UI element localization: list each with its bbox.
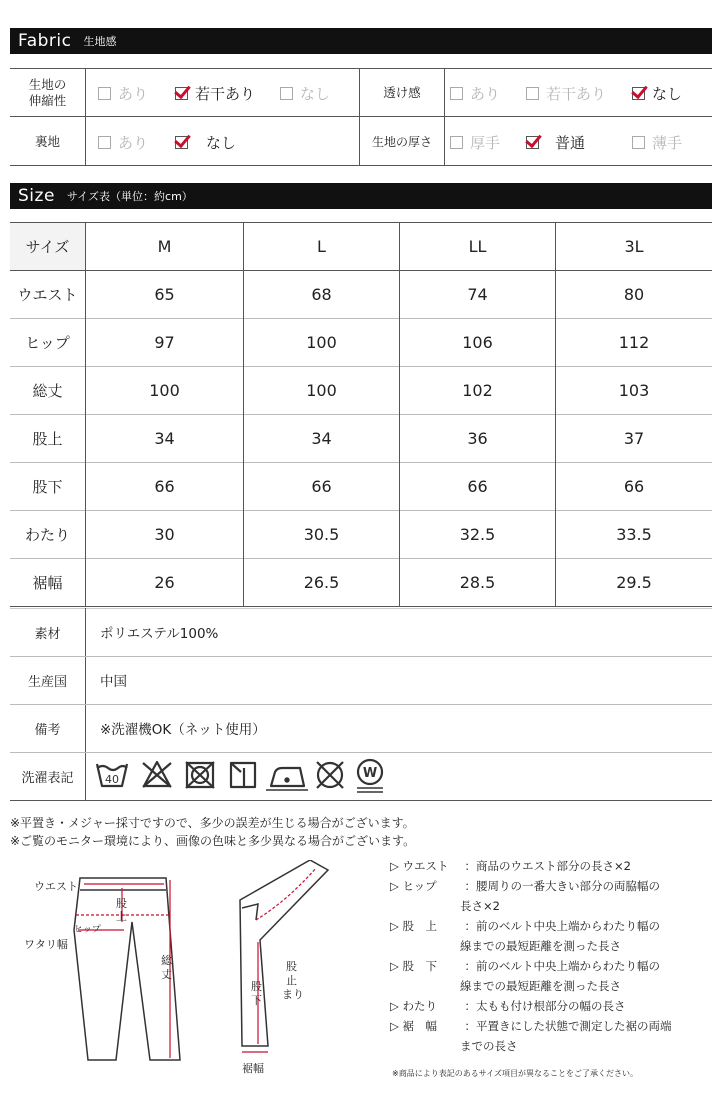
cell-waist-ll: 74 — [467, 284, 488, 304]
fabric-row-1 — [10, 69, 712, 117]
measurement-legend — [390, 856, 672, 1056]
row-label-rise: 股上 — [32, 429, 63, 448]
diagram-svg — [20, 860, 370, 1080]
fabric-title: Fabric — [18, 31, 72, 51]
legend-item-rise: ▷ 股 上 ：前のベルト中央上端からわたり幅の — [390, 916, 672, 936]
label-hip: ヒップ — [74, 925, 101, 935]
row-label-inseam: 股下 — [32, 477, 63, 496]
note-monitor: ※ご覧のモニター環境により、画像の色味と多少異なる場合がございます。 — [10, 834, 416, 848]
label-thigh: ワタリ幅 — [24, 938, 68, 951]
cell-rise-m: 34 — [154, 428, 175, 448]
cell-inseam-ll: 66 — [467, 476, 488, 496]
cell-rise-l: 34 — [311, 428, 332, 448]
checkbox-checked-icon — [526, 136, 539, 149]
option-text: 薄手 — [652, 133, 683, 152]
wash-temp: 40 — [105, 773, 119, 786]
label-inseam-2: 下 — [251, 994, 262, 1007]
cell-inseam-m: 66 — [154, 476, 175, 496]
option-text: あり — [470, 84, 501, 103]
material-value: ポリエステル100% — [100, 626, 219, 642]
material-label: 素材 — [34, 626, 61, 642]
legend-desc: ：前のベルト中央上端からわたり幅の — [464, 919, 660, 933]
checkbox-checked-icon — [632, 87, 645, 100]
measurement-diagram — [20, 860, 370, 1080]
legend-cont: 線までの最短距離を測った長さ — [460, 939, 621, 953]
option-text: あり — [118, 84, 149, 103]
checkbox-icon — [450, 136, 463, 149]
care-icons — [94, 756, 394, 796]
legend-cont: 長さ×2 — [460, 899, 500, 913]
thickness-option-usude[interactable] — [632, 118, 682, 166]
cell-thigh-3l: 33.5 — [616, 524, 652, 544]
size-title: Size — [18, 186, 55, 206]
note-measurement: ※平置き・メジャー採寸ですので、多少の誤差が生じる場合がございます。 — [10, 816, 415, 830]
label-length-2: 丈 — [161, 968, 172, 981]
label-rise-1: 股 — [116, 897, 127, 910]
thickness-option-futsu[interactable] — [526, 118, 585, 166]
cell-length-m: 100 — [149, 380, 180, 400]
legend-desc: ：商品のウエスト部分の長さ×2 — [464, 859, 631, 873]
cell-waist-3l: 80 — [623, 284, 645, 304]
stretch-option-ari[interactable] — [98, 69, 148, 117]
origin-value: 中国 — [100, 674, 127, 690]
cell-thigh-m: 30 — [154, 524, 175, 544]
legend-desc: ：腰周りの一番大きい部分の両脇幅の — [464, 879, 660, 893]
pants-side-outline — [240, 860, 328, 1046]
row-label-hem: 裾幅 — [32, 573, 63, 592]
legend-key: ウエスト — [402, 859, 449, 873]
option-text: 若干あり — [195, 84, 256, 103]
checkbox-checked-icon — [175, 136, 188, 149]
care-label: 洗濯表記 — [21, 770, 74, 786]
cell-hip-ll: 106 — [462, 332, 493, 352]
legend-desc: ：太もも付け根部分の幅の長さ — [464, 999, 626, 1013]
legend-cont: 線までの最短距離を測った長さ — [460, 979, 621, 993]
remarks-label: 備考 — [34, 722, 61, 738]
legend-key: 股 上 — [402, 919, 437, 933]
size-subtitle: サイズ表（単位：約cm） — [66, 190, 193, 203]
label-rise-end-3: まり — [282, 988, 304, 1001]
row-label-thigh: わたり — [24, 525, 70, 544]
cell-thigh-l: 30.5 — [303, 524, 340, 544]
iron-low-icon — [266, 768, 308, 790]
cell-waist-m: 65 — [154, 284, 175, 304]
care-icons-svg — [94, 756, 394, 796]
size-header-ll: LL — [468, 236, 487, 256]
fabric-row-2 — [10, 118, 712, 166]
footnote: ※商品により表記のあるサイズ項目が異なることをご了承ください。 — [392, 1069, 639, 1078]
origin-label: 生産国 — [27, 674, 67, 690]
cell-rise-ll: 36 — [467, 428, 488, 448]
checkbox-icon — [450, 87, 463, 100]
stretch-label — [10, 69, 85, 117]
option-text: 若干あり — [546, 84, 607, 103]
no-tumble-dry-icon — [186, 762, 214, 788]
cell-inseam-l: 66 — [311, 476, 332, 496]
sheer-option-jakkan[interactable] — [526, 69, 606, 117]
fabric-table — [10, 68, 712, 166]
checkbox-icon — [632, 136, 645, 149]
option-text: なし — [206, 133, 237, 152]
label-hem: 裾幅 — [242, 1062, 264, 1075]
row-label-length: 総丈 — [32, 381, 63, 400]
cell-rise-3l: 37 — [623, 428, 645, 448]
cell-length-l: 100 — [306, 380, 337, 400]
checkbox-icon — [280, 87, 293, 100]
size-header-l: L — [317, 236, 326, 256]
stretch-option-nashi[interactable] — [280, 69, 330, 117]
fabric-header-bar — [10, 28, 712, 54]
label-waist: ウエスト — [34, 880, 78, 893]
thickness-label: 生地の厚さ — [371, 135, 432, 149]
option-text: なし — [652, 84, 683, 103]
size-header-m: M — [157, 236, 172, 256]
no-dry-clean-icon — [317, 762, 343, 788]
cell-length-ll: 102 — [462, 380, 493, 400]
row-label-waist: ウエスト — [17, 285, 78, 304]
label-length-1: 総 — [161, 954, 172, 967]
legend-key: 股 下 — [402, 959, 437, 973]
label-rise-end-2: 止 — [286, 974, 297, 987]
cell-hip-3l: 112 — [618, 332, 650, 352]
legend-item-inseam: ▷ 股 下 ：前のベルト中央上端からわたり幅の — [390, 956, 672, 976]
option-text: あり — [118, 133, 149, 152]
size-header-label: サイズ — [25, 237, 70, 256]
no-bleach-icon — [143, 762, 171, 787]
thickness-option-atsude[interactable] — [450, 118, 500, 166]
label-rise-end-1: 股 — [286, 960, 297, 973]
row-label-hip: ヒップ — [25, 333, 70, 352]
option-text: なし — [300, 84, 331, 103]
pants-side-detail — [242, 904, 258, 920]
cell-hip-m: 97 — [154, 332, 175, 352]
cell-length-3l: 103 — [618, 380, 650, 400]
lining-label: 裏地 — [34, 134, 60, 149]
cell-hem-m: 26 — [154, 572, 175, 592]
cell-inseam-3l: 66 — [623, 476, 645, 496]
fabric-subtitle: 生地感 — [83, 35, 117, 48]
stretch-label-line1: 生地の — [28, 77, 67, 92]
cell-hem-3l: 29.5 — [616, 572, 652, 592]
wet-clean-icon — [357, 760, 383, 792]
sheer-label: 透け感 — [383, 85, 421, 100]
cell-hem-l: 26.5 — [303, 572, 340, 592]
label-inseam-1: 股 — [251, 980, 262, 993]
wet-letter: W — [362, 766, 378, 781]
legend-key: ヒップ — [402, 879, 437, 893]
sheer-option-nashi[interactable] — [632, 69, 682, 117]
checkbox-checked-icon — [175, 87, 188, 100]
lining-option-ari[interactable] — [98, 118, 148, 166]
cell-hip-l: 100 — [306, 332, 337, 352]
checkbox-icon — [526, 87, 539, 100]
legend-desc: ：前のベルト中央上端からわたり幅の — [464, 959, 660, 973]
cell-hem-ll: 28.5 — [459, 572, 496, 592]
wash-40-icon — [97, 764, 127, 786]
label-rise-2: 上 — [116, 910, 127, 923]
lining-option-nashi[interactable] — [175, 118, 236, 166]
legend-item-thigh: ▷ わたり ：太もも付け根部分の幅の長さ — [390, 996, 672, 1016]
legend-item-hem: ▷ 裾 幅 ：平置きにした状態で測定した裾の両端 — [390, 1016, 672, 1036]
sheer-option-ari[interactable] — [450, 69, 500, 117]
checkbox-icon — [98, 136, 111, 149]
checkbox-icon — [98, 87, 111, 100]
cell-waist-l: 68 — [311, 284, 332, 304]
option-text: 普通 — [555, 133, 586, 152]
remarks-value: ※洗濯機OK（ネット使用） — [100, 722, 266, 738]
legend-cont: までの長さ — [460, 1039, 518, 1053]
legend-key: 裾 幅 — [402, 1019, 437, 1033]
legend-desc: ：平置きにした状態で測定した裾の両端 — [464, 1019, 672, 1033]
option-text: 厚手 — [470, 133, 501, 152]
line-dry-shade-icon — [231, 763, 255, 787]
size-header-bar — [10, 183, 712, 209]
legend-key: わたり — [402, 999, 437, 1013]
size-header-3l: 3L — [624, 236, 644, 256]
legend-item-hip: ▷ ヒップ ：腰周りの一番大きい部分の両脇幅の — [390, 876, 672, 896]
cell-thigh-ll: 32.5 — [459, 524, 496, 544]
stretch-option-jakkan[interactable] — [175, 69, 255, 117]
legend-item-waist: ▷ ウエスト ：商品のウエスト部分の長さ×2 — [390, 856, 672, 876]
stretch-label-line2: 伸縮性 — [28, 93, 67, 108]
